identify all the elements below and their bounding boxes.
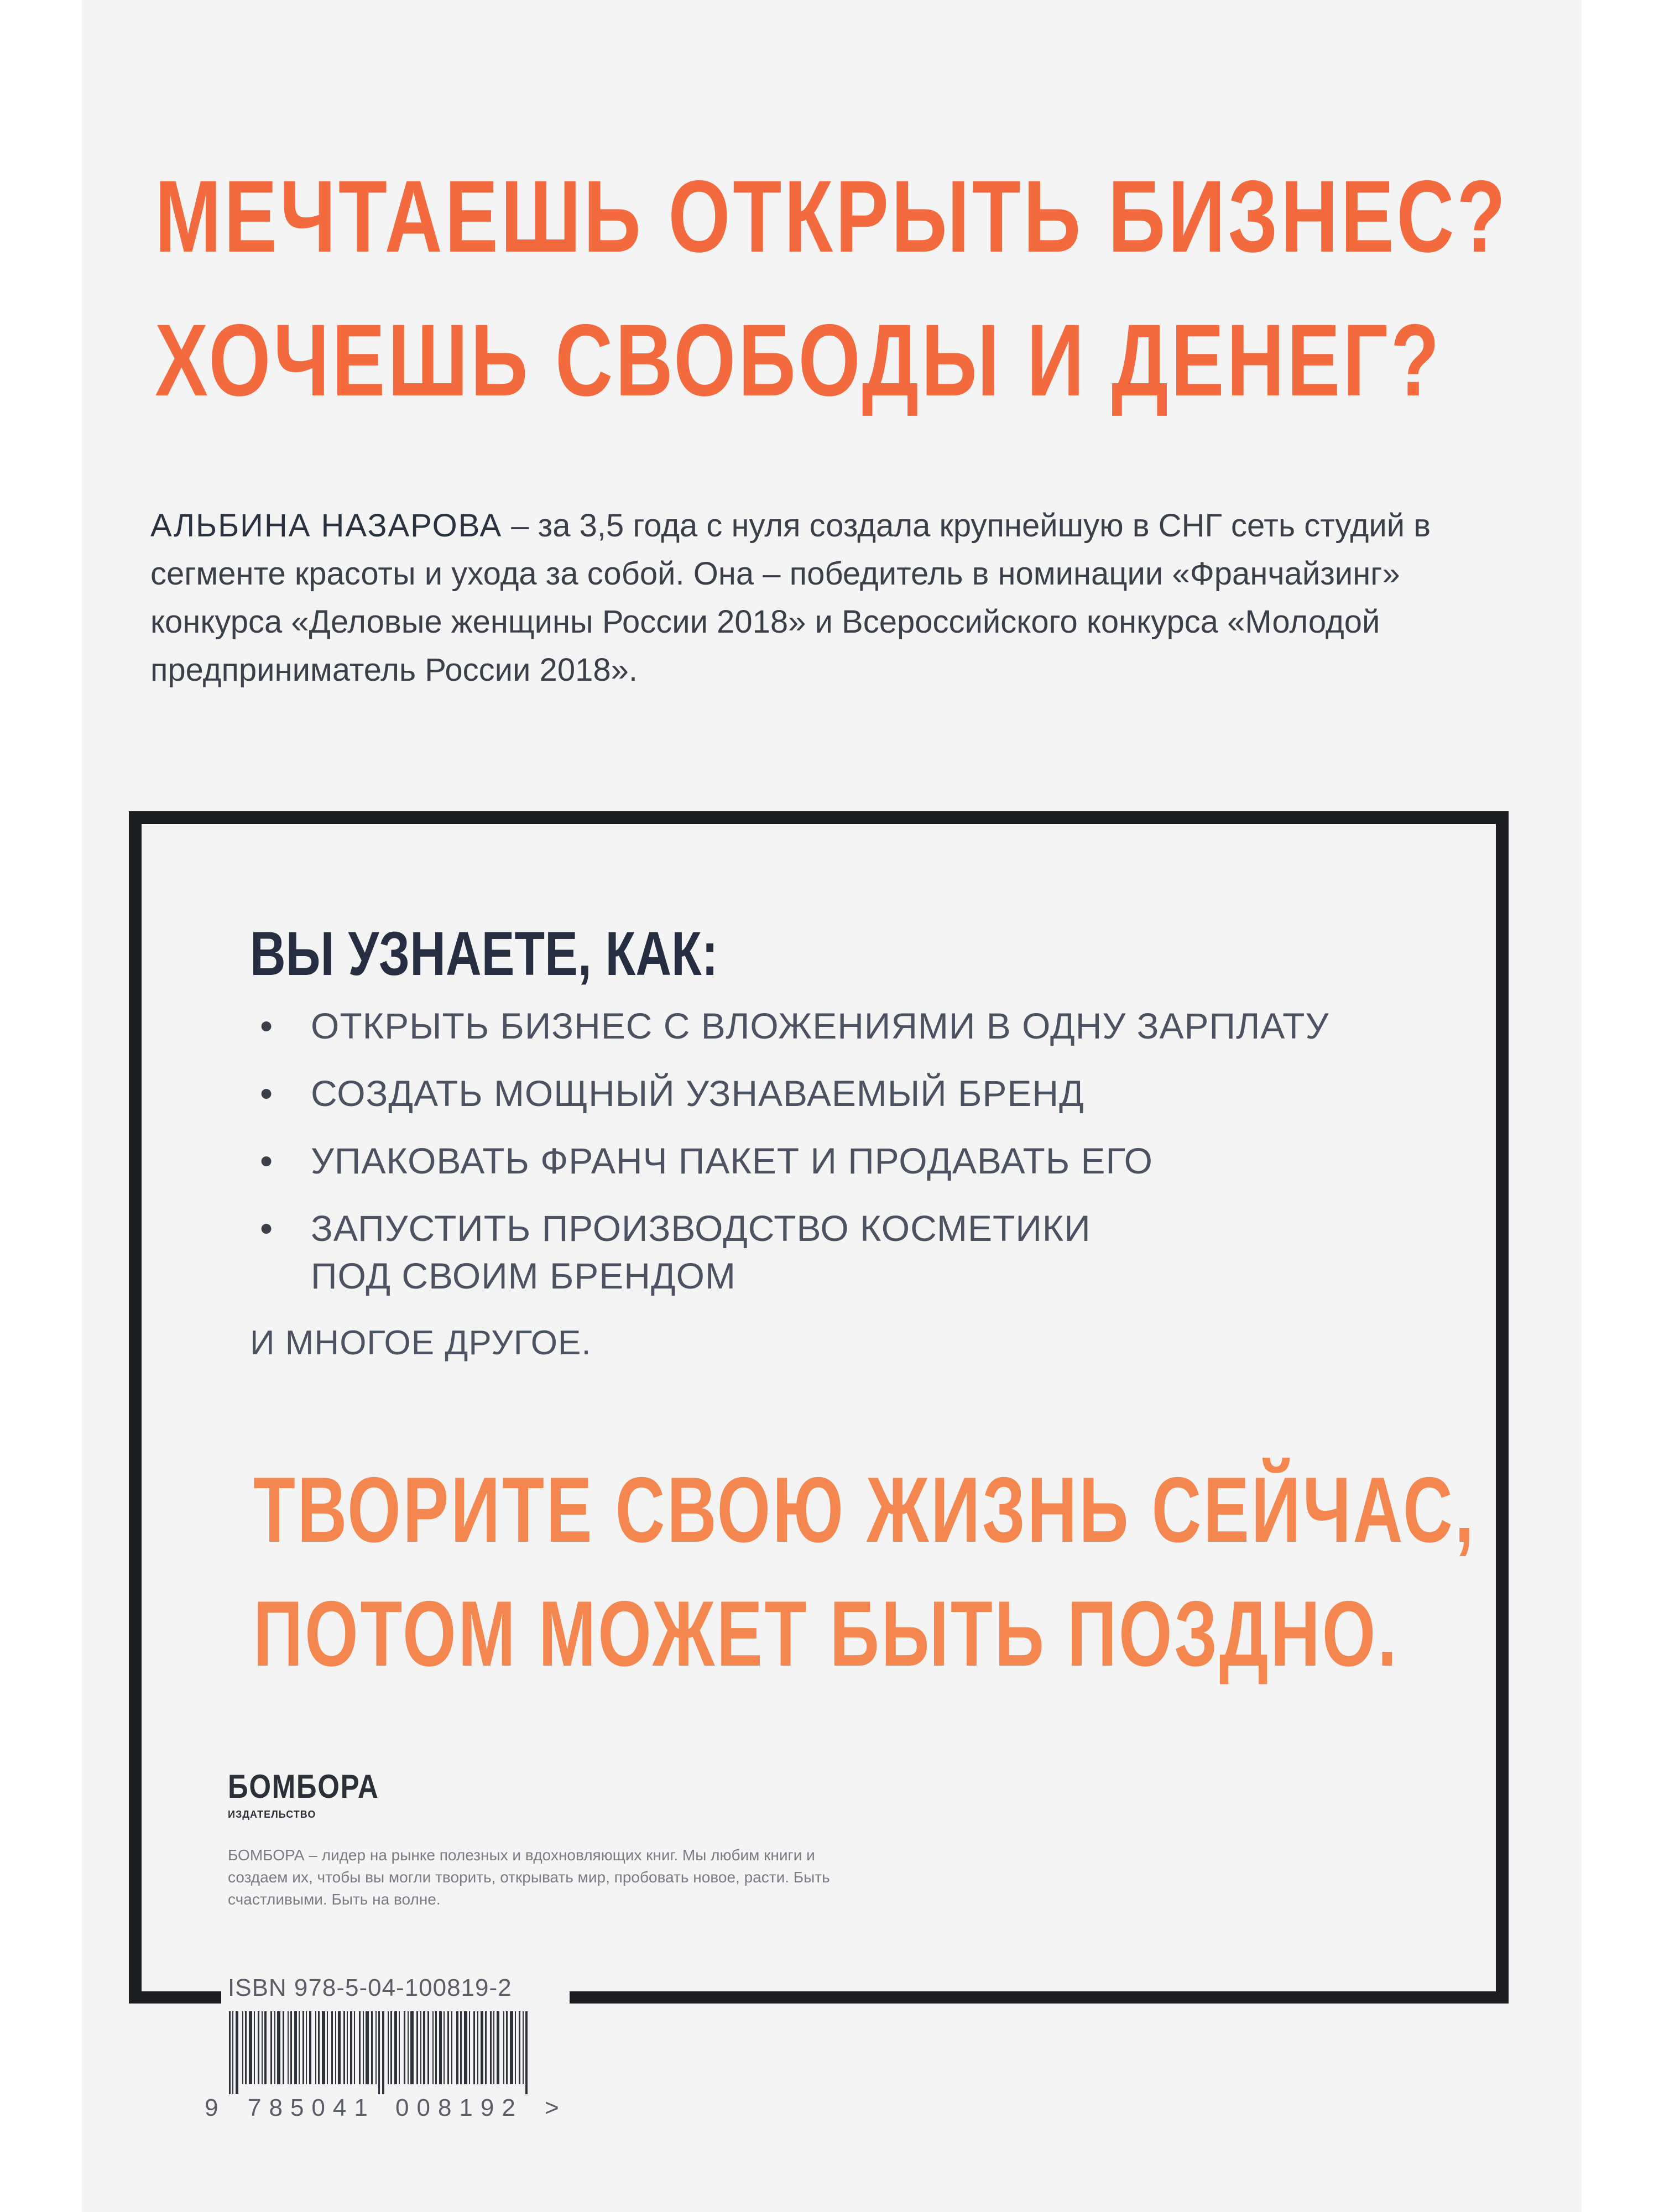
barcode-bar — [294, 2011, 297, 2084]
learn-title: ВЫ УЗНАЕТЕ, КАК: — [250, 919, 718, 988]
barcode-bar — [242, 2011, 243, 2084]
barcode-bar — [382, 2011, 384, 2094]
barcode-bar — [485, 2011, 487, 2084]
learn-list — [260, 1002, 1421, 1319]
barcode-bar — [464, 2011, 467, 2084]
barcode-bar — [481, 2011, 483, 2084]
barcode-bar — [264, 2011, 267, 2084]
barcode-bar — [371, 2011, 373, 2084]
barcode-bar — [390, 2011, 392, 2084]
bullet-icon: • — [260, 1005, 274, 1046]
barcode-bar — [302, 2011, 304, 2084]
barcode-bar — [322, 2011, 325, 2084]
barcode-bar — [523, 2011, 524, 2084]
publisher-logo: БОМБОРА — [228, 1768, 379, 1805]
barcode-bar — [375, 2011, 377, 2084]
barcode-digits-right: 008192 — [395, 2094, 523, 2121]
publisher-subtitle: ИЗДАТЕЛЬСТВО — [228, 1809, 316, 1820]
barcode-bar — [515, 2011, 516, 2084]
isbn-label: ISBN 978-5-04-100819-2 — [228, 1974, 512, 2001]
headline-line-1: МЕЧТАЕШЬ ОТКРЫТЬ БИЗНЕС? — [155, 160, 1509, 274]
barcode-bar — [335, 2011, 336, 2084]
barcode-bar — [343, 2011, 345, 2084]
barcode-bar — [350, 2011, 352, 2084]
barcode-bar — [288, 2011, 289, 2084]
barcode-bar — [378, 2011, 380, 2094]
barcode-bar — [359, 2011, 361, 2084]
barcode-bar — [416, 2011, 418, 2084]
headline-line-2: ХОЧЕШЬ СВОБОДЫ И ДЕНЕГ? — [155, 304, 1442, 418]
barcode-bar — [254, 2011, 255, 2084]
barcode — [227, 2011, 536, 2094]
barcode-bar — [283, 2011, 284, 2084]
barcode-bar — [490, 2011, 492, 2084]
learn-item-text: ОТКРЫТЬ БИЗНЕС С ВЛОЖЕНИЯМИ В ОДНУ ЗАРПЛАТУ — [311, 1005, 1329, 1046]
learn-list-item — [260, 1204, 1421, 1300]
barcode-digits-left: 785041 — [248, 2094, 375, 2121]
barcode-bar — [469, 2011, 470, 2084]
learn-list-item — [260, 1002, 1421, 1050]
barcode-bar — [277, 2011, 280, 2084]
barcode-bar — [232, 2011, 233, 2094]
learn-item-text: УПАКОВАТЬ ФРАНЧ ПАКЕТ И ПРОДАВАТЬ ЕГО — [311, 1140, 1153, 1181]
barcode-bar — [347, 2011, 348, 2084]
headline — [155, 145, 1509, 432]
barcode-bar — [506, 2011, 508, 2084]
content-frame — [129, 811, 1509, 2003]
barcode-bar — [456, 2011, 458, 2084]
barcode-bar — [366, 2011, 369, 2084]
barcode-bar — [338, 2011, 341, 2084]
barcode-digit-first: 9 — [205, 2094, 218, 2121]
author-bio — [150, 502, 1467, 694]
barcode-digit-end: > — [545, 2094, 559, 2121]
barcode-bar — [331, 2011, 333, 2084]
author-bio-text: – за 3,5 года с нуля создала крупнейшую в СНГ сеть студий в сегменте красоты и ухода за собой. Она – победитель в номинации «Франчайзинг» конкурса «Деловые женщины России 2018» и Всероссийского конкурса «Молодой предприниматель России 2018». — [150, 508, 1431, 688]
barcode-bar — [318, 2011, 320, 2084]
frame-bottom-right-segment — [570, 1991, 1509, 2004]
barcode-bar — [432, 2011, 434, 2084]
barcode-bar — [493, 2011, 494, 2084]
barcode-bar — [519, 2011, 520, 2084]
learn-list-item — [260, 1070, 1421, 1117]
publisher-description: БОМБОРА – лидер на рынке полезных и вдохновляющих книг. Мы любим книги и создаем их, чтобы вы могли творить, открывать мир, пробовать новое, расти. Быть счастливыми. Быть на волне. — [228, 1846, 830, 1908]
barcode-bar — [236, 2011, 238, 2094]
barcode-bar — [306, 2011, 307, 2084]
barcode-bar — [451, 2011, 452, 2084]
barcode-bar — [460, 2011, 462, 2084]
bullet-icon: • — [260, 1073, 274, 1114]
barcode-bar — [258, 2011, 259, 2084]
barcode-bar — [423, 2011, 425, 2084]
barcode-bar — [427, 2011, 429, 2084]
learn-item-text: ЗАПУСТИТЬ ПРОИЗВОДСТВО КОСМЕТИКИ ПОД СВОИМ БРЕНДОМ — [311, 1208, 1091, 1296]
learn-item-text: СОЗДАТЬ МОЩНЫЙ УЗНАВАЕМЫЙ БРЕНД — [311, 1073, 1084, 1114]
frame-bottom-left-segment — [129, 1991, 221, 2004]
slogan-line-1: ТВОРИТЕ СВОЮ ЖИЗНЬ СЕЙЧАС, — [253, 1458, 1476, 1562]
barcode-bar — [274, 2011, 275, 2084]
barcode-bar — [363, 2011, 364, 2084]
barcode-bar — [354, 2011, 355, 2084]
barcode-bar — [394, 2011, 397, 2084]
barcode-bar — [404, 2011, 405, 2084]
barcode-bar — [473, 2011, 475, 2084]
barcode-bar — [420, 2011, 421, 2084]
barcode-bar — [399, 2011, 400, 2084]
barcode-bar — [315, 2011, 316, 2084]
barcode-bar — [388, 2011, 389, 2084]
barcode-bar — [435, 2011, 437, 2084]
barcode-bar — [262, 2011, 263, 2084]
barcode-bar — [249, 2011, 252, 2084]
slogan — [253, 1448, 1476, 1695]
barcode-bar — [290, 2011, 292, 2084]
bullet-icon: • — [260, 1140, 274, 1181]
barcode-bar — [410, 2011, 414, 2084]
barcode-bar — [245, 2011, 247, 2084]
barcode-bar — [299, 2011, 300, 2084]
author-name: АЛЬБИНА НАЗАРОВА — [150, 508, 503, 544]
barcode-bar — [229, 2011, 231, 2094]
barcode-bar — [510, 2011, 513, 2084]
barcode-bar — [439, 2011, 442, 2084]
learn-list-item — [260, 1137, 1421, 1185]
barcode-bar — [525, 2011, 528, 2094]
barcode-bar — [309, 2011, 311, 2084]
slogan-line-2: ПОТОМ МОЖЕТ БЫТЬ ПОЗДНО. — [253, 1582, 1399, 1686]
barcode-bar — [447, 2011, 449, 2084]
barcode-bar — [408, 2011, 409, 2084]
barcode-bar — [444, 2011, 445, 2084]
barcode-bar — [327, 2011, 328, 2084]
barcode-bar — [477, 2011, 478, 2084]
barcode-bar — [497, 2011, 499, 2084]
barcode-bar — [270, 2011, 272, 2084]
and-more-text: И МНОГОЕ ДРУГОЕ. — [250, 1324, 592, 1362]
bullet-icon: • — [260, 1208, 274, 1249]
barcode-bar — [503, 2011, 504, 2084]
